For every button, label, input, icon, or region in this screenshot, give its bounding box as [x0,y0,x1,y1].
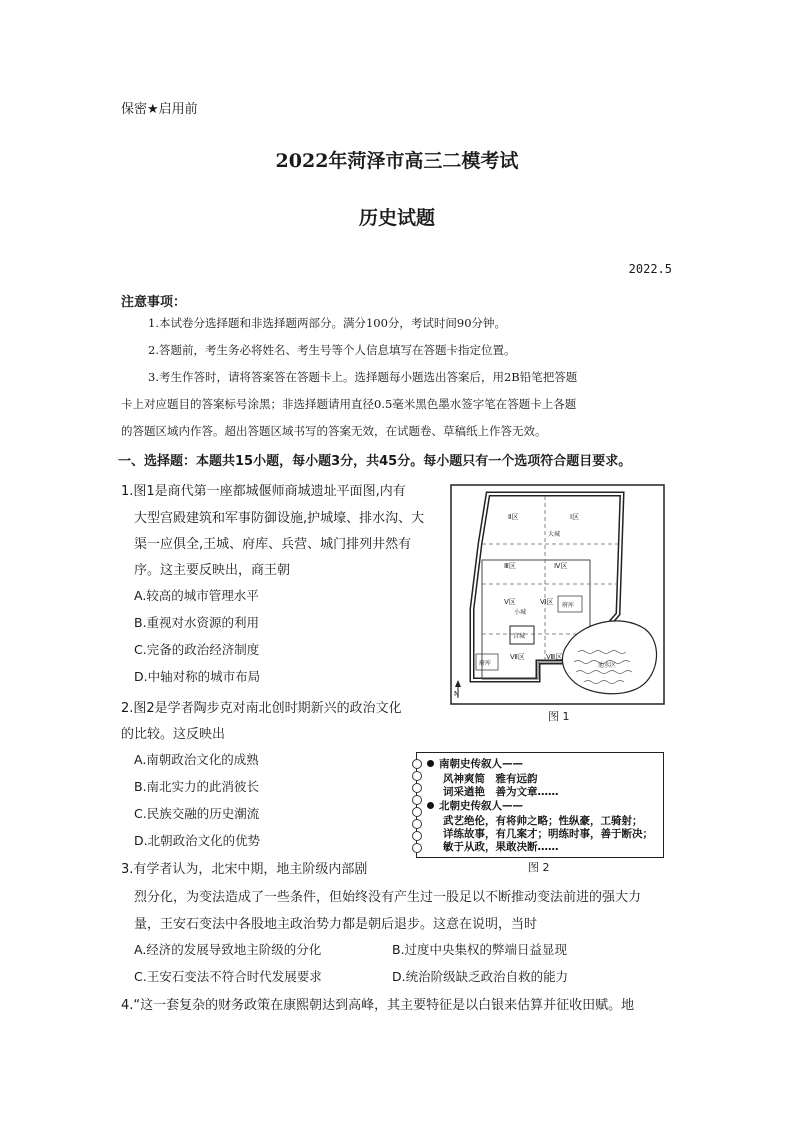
q1-stem-line-4: 序。这主要反映出，商王朝 [134,563,291,578]
notice-item-3-line-3: 的答题区域内作答。超出答题区域书写的答案无效，在试题卷、草稿纸上作答无效。 [121,424,547,438]
south-heading: 南朝史传叙人—— [439,758,523,770]
figure-1-city-plan [450,484,666,706]
zone-label-5: Ⅴ区 [504,598,516,606]
q2-option-d: D.北朝政治文化的优势 [134,833,261,848]
notice-item-1: 1.本试卷分选择题和非选择题两部分。满分100分，考试时间90分钟。 [148,316,507,330]
zone-label-3: Ⅲ区 [504,562,516,570]
zone-label-8: Ⅷ区 [546,653,563,661]
storehouse-label-west: 府库 [479,660,492,667]
binder-ring [412,843,422,853]
q1-option-a: A.较高的城市管理水平 [134,588,259,603]
south-line-2: 词采遒艳 善为文章…… [443,786,559,798]
north-arrow-label: N [454,690,460,698]
q3-option-c: C.王安石变法不符合时代发展要求 [134,969,322,984]
notice-heading: 注意事项： [121,295,187,310]
notice-item-2: 2.答题前，考生务必将姓名、考生号等个人信息填写在答题卡指定位置。 [148,343,516,357]
q1-stem-line-1: 1.图1是商代第一座都城偃师商城遗址平面图,内有 [121,484,406,499]
exam-title: 2022年菏泽市高三二模考试 [275,150,519,172]
figure-1-caption: 图 1 [548,710,570,723]
binder-ring [412,831,422,841]
north-heading: 北朝史传叙人—— [439,800,523,812]
section-1-heading: 一、选择题：本题共15小题，每小题3分，共45分。每小题只有一个选项符合题目要求。 [118,454,632,469]
q2-option-c: C.民族交融的历史潮流 [134,806,260,821]
bullet-icon [427,802,434,809]
q3-stem-line-3: 量，王安石变法中各股地主政治势力都是朝后退步。这意在说明，当时 [134,917,538,932]
confidential-mark: 保密★启用前 [121,102,198,117]
q2-stem-line-2: 的比较。这反映出 [121,727,226,742]
q1-stem-line-2: 大型宫殿建筑和军事防御设施,护城壕、排水沟、大 [134,511,425,526]
q4-stem-line-1: 4.“这一套复杂的财务政策在康熙朝达到高峰，其主要特征是以白银来估算并征收田赋。地 [121,998,635,1013]
q3-option-b: B.过度中央集权的弊端日益显现 [392,942,568,957]
exam-subtitle: 历史试题 [358,207,435,229]
pond-label: 池水区 [598,662,617,669]
q1-option-b: B.重视对水资源的利用 [134,615,260,630]
q3-option-a: A.经济的发展导致地主阶级的分化 [134,942,322,957]
binder-ring [412,819,422,829]
q3-option-d: D.统治阶级缺乏政治自救的能力 [392,969,569,984]
north-line-1: 武艺绝伦，有将帅之略；性纵豪，工骑射； [443,815,643,827]
q3-stem-line-1: 3.有学者认为，北宋中期，地主阶级内部剧 [121,862,368,877]
zone-label-2: Ⅱ区 [508,513,519,521]
notice-item-3-line-1: 3.考生作答时，请将答案答在答题卡上。选择题每小题选出答案后，用2B铅笔把答题 [148,370,578,384]
small-city-label: 小城 [514,609,527,616]
south-line-1: 风神爽简 雅有远韵 [443,773,538,785]
notice-item-3-line-2: 卡上对应题目的答案标号涂黑；非选择题请用直径0.5毫米黑色墨水签字笔在答题卡上各题 [121,397,577,411]
zone-label-7: Ⅶ区 [510,653,525,661]
figure-2-notebook [416,752,664,858]
q2-stem-line-1: 2.图2是学者陶步克对南北创时期新兴的政治文化 [121,701,402,716]
q1-stem-line-3: 渠一应俱全,王城、府库、兵营、城门排列井然有 [134,537,412,552]
storehouse-label-east: 府库 [562,602,575,609]
binder-ring [412,795,422,805]
zone-label-1: Ⅰ区 [570,513,580,521]
bullet-icon [427,760,434,767]
q1-option-d: D.中轴对称的城市布局 [134,669,261,684]
palace-label: 宫城 [513,633,526,640]
q2-option-a: A.南朝政治文化的成熟 [134,752,259,767]
binder-ring [412,783,422,793]
big-city-label: 大城 [548,531,561,538]
zone-label-4: Ⅳ区 [554,562,568,570]
zone-label-6: Ⅵ区 [540,598,554,606]
north-line-2: 详练故事，有几案才；明练时事，善于断决； [443,828,653,840]
figure-2-caption: 图 2 [528,861,550,874]
q2-option-b: B.南北实力的此消彼长 [134,779,260,794]
q1-option-c: C.完备的政治经济制度 [134,642,260,657]
binder-ring [412,807,422,817]
binder-ring [412,759,422,769]
north-line-3: 敏于从政，果敢决断…… [443,841,559,853]
binder-ring [412,771,422,781]
exam-date: 2022.5 [628,262,672,276]
q3-stem-line-2: 烈分化，为变法造成了一些条件，但始终没有产生过一股足以不断推动变法前进的强大力 [134,890,642,905]
